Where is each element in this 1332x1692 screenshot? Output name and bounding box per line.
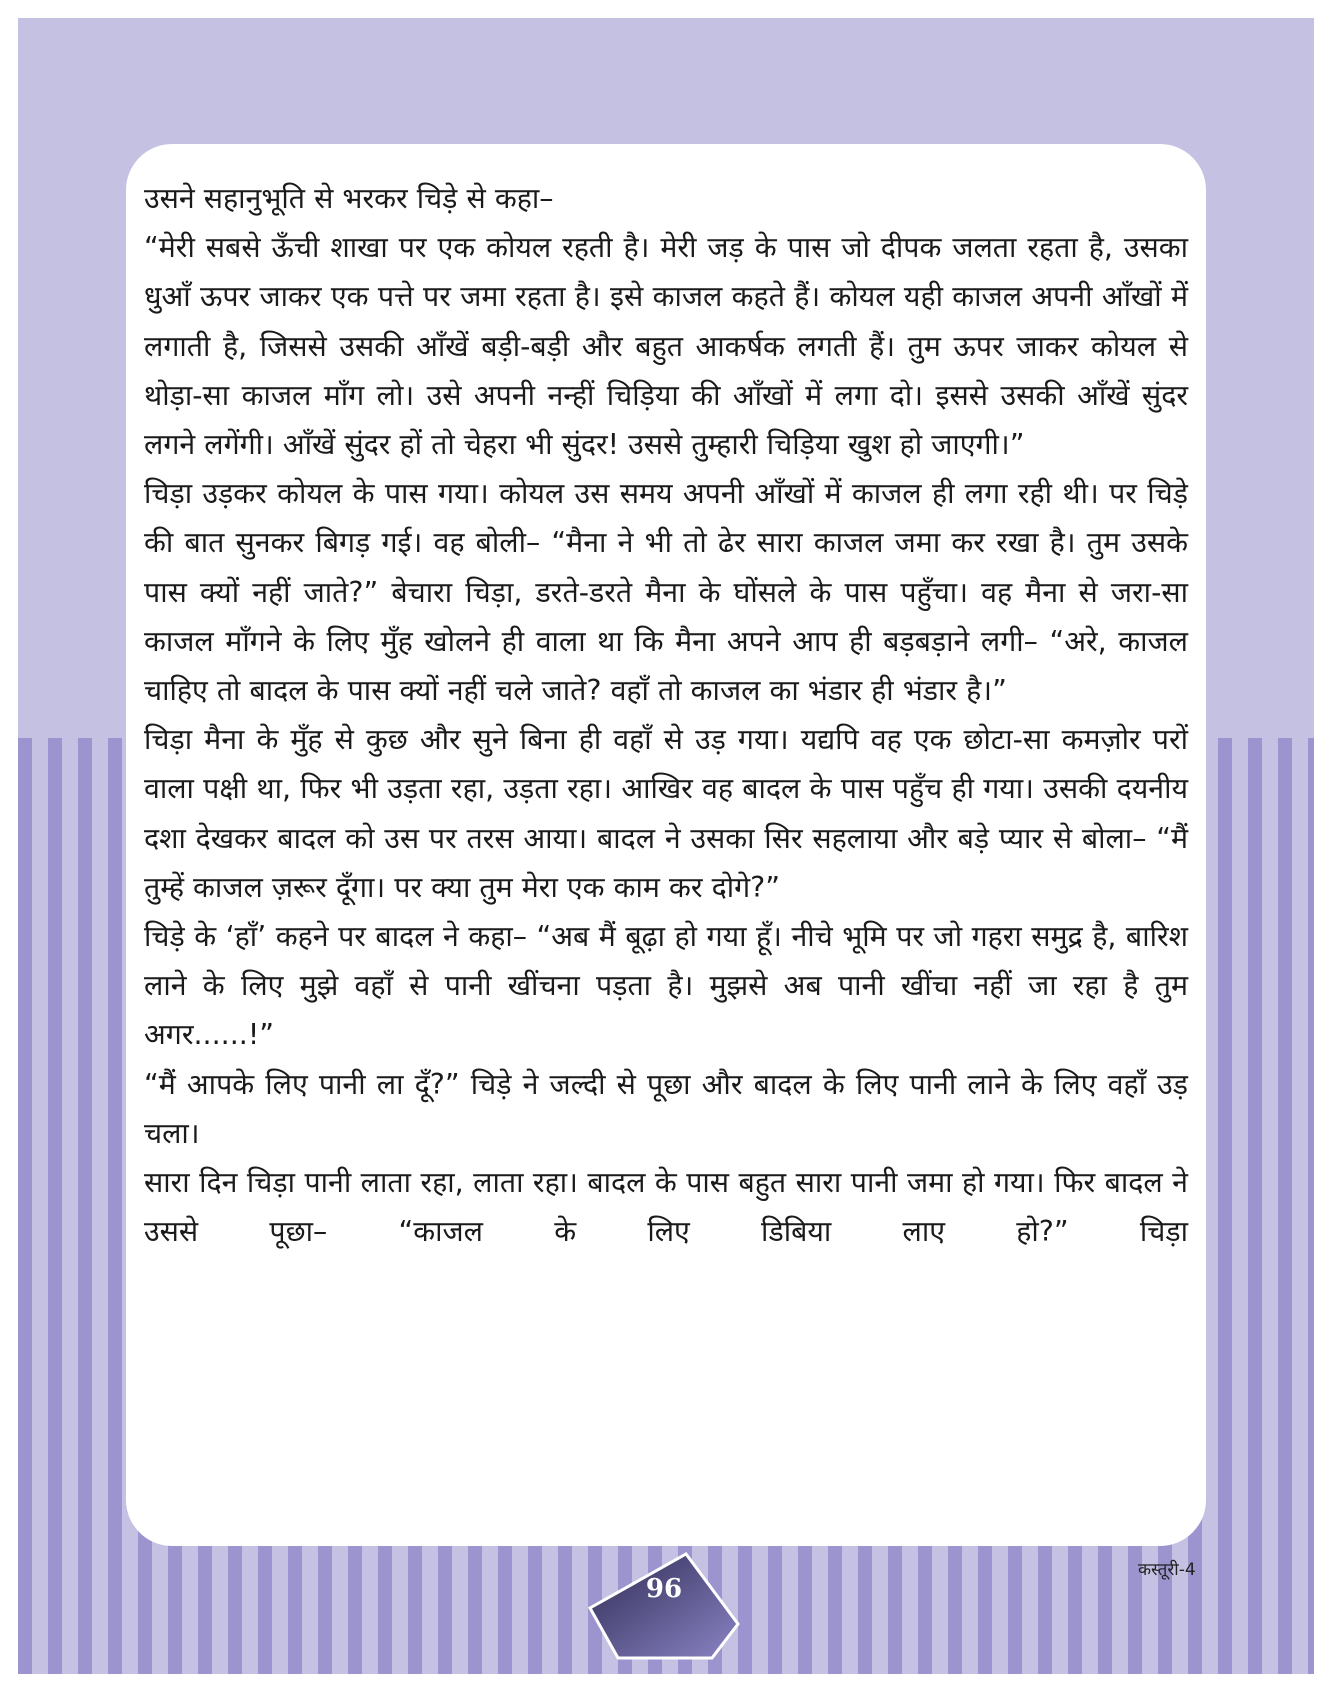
paragraph-6: “मैं आपके लिए पानी ला दूँ?” चिड़े ने जल्दी से पूछा और बादल के लिए पानी लाने के लिए वहाँ उड़ चला। [144, 1067, 1188, 1150]
page-number: 96 [645, 1574, 683, 1604]
page-number-badge [588, 1552, 740, 1660]
book-label: कस्तूरी-4 [1138, 1560, 1196, 1580]
paragraph-1: उसने सहानुभूति से भरकर चिड़े से कहा– [144, 182, 554, 215]
paragraph-4: चिड़ा मैना के मुँह से कुछ और सुने बिना ही वहाँ से उड़ गया। यद्यपि वह एक छोटा-सा कमज़ोर परों वाला पक्षी था, फिर भी उड़ता रहा, उड़ता रहा। आखिर वह बादल के पास पहुँच ही गया। उसकी दयनीय दशा देखकर बादल को उस पर तरस आया। बादल ने उसका सिर सहलाया और बड़े प्यार से बोला– “मैं तुम्हें काजल ज़रूर दूँगा। पर क्या तुम मेरा एक काम कर दोगे?” [144, 723, 1188, 904]
pentagon-badge-shape [588, 1552, 740, 1660]
paragraph-7: सारा दिन चिड़ा पानी लाता रहा, लाता रहा। बादल के पास बहुत सारा पानी जमा हो गया। फिर बादल ने उससे पूछा– “काजल के लिए डिबिया लाए हो?” चिड़ा [144, 1166, 1188, 1249]
text-card [126, 144, 1206, 1546]
paragraph-2: “मेरी सबसे ऊँची शाखा पर एक कोयल रहती है। मेरी जड़ के पास जो दीपक जलता रहता है, उसका धुआँ ऊपर जाकर एक पत्ते पर जमा रहता है। इसे काजल कहते हैं। कोयल यही काजल अपनी आँखों में लगाती है, जिससे उसकी आँखें बड़ी-बड़ी और बहुत आकर्षक लगती हैं। तुम ऊपर जाकर कोयल से थोड़ा-सा काजल माँग लो। उसे अपनी नन्हीं चिड़िया की आँखों में लगा दो। इससे उसकी आँखें सुंदर लगने लगेंगी। आँखें सुंदर हों तो चेहरा भी सुंदर! उससे तुम्हारी चिड़िया खुश हो जाएगी।” [144, 231, 1188, 462]
paragraph-5: चिड़े के ‘हाँ’ कहने पर बादल ने कहा– “अब मैं बूढ़ा हो गया हूँ। नीचे भूमि पर जो गहरा समुद्र है, बारिश लाने के लिए मुझे वहाँ से पानी खींचना पड़ता है। मुझसे अब पानी खींचा नहीं जा रहा है तुम अगर......!” [144, 920, 1188, 1052]
paragraph-3: चिड़ा उड़कर कोयल के पास गया। कोयल उस समय अपनी आँखों में काजल ही लगा रही थी। पर चिड़े की बात सुनकर बिगड़ गई। वह बोली– “मैना ने भी तो ढेर सारा काजल जमा कर रखा है। तुम उसके पास क्यों नहीं जाते?” बेचारा चिड़ा, डरते-डरते मैना के घोंसले के पास पहुँचा। वह मैना से जरा-सा काजल माँगने के लिए मुँह खोलने ही वाला था कि मैना अपने आप ही बड़बड़ाने लगी– “अरे, काजल चाहिए तो बादल के पास क्यों नहीं चले जाते? वहाँ तो काजल का भंडार ही भंडार है।” [144, 477, 1188, 708]
